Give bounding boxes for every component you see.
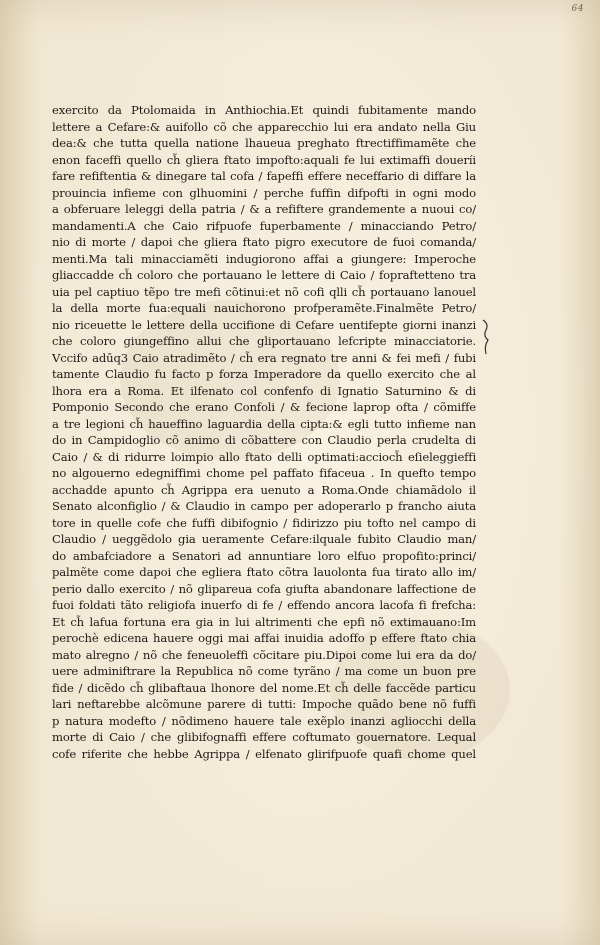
text-line: Pomponio Secondo che erano Confoli / & fecione laprop ofta / cõmiffe [52, 400, 476, 414]
text-line: nio di morte / dapoi che gliera ftato pigro executore de fuoi comanda/ [52, 235, 476, 249]
text-block [52, 102, 476, 762]
text-line: perochè edicena hauere oggi mai affai inuidia adoffo p effere ftato chia [52, 631, 476, 645]
text-line: menti.Ma tali minacciamẽti indugiorono affai a giungere: Imperoche [52, 251, 476, 266]
text-line: fare refiftentia & dinegare tal cofa / fapeffi effere neceffario di diffare la [52, 169, 476, 183]
text-line: Caio / & di ridurre loimpio allo ftato delli optimati:accioch̃ eſieleggieffi [52, 449, 476, 464]
text-line: no algouerno edegniffimi chome pel paffato fifaceua . In quefto tempo [52, 466, 476, 480]
text-line: uia pel captiuo tẽpo tre mefi cõtinui:et nõ cofi qlli ch̃ portauano lanouel [52, 284, 476, 299]
text-line: la della morte fua:equali nauichorono profperamẽte.Finalmẽte Petro/ [52, 301, 476, 315]
marginal-bracket-mark [481, 318, 491, 356]
text-line: lari neftarebbe alcõmune parere di tutti: Impoche quãdo bene nõ fuffi [52, 697, 476, 711]
text-line: lhora era a Roma. Et ilfenato col confenfo di Ignatio Saturnino & di [52, 383, 476, 398]
text-line: acchadde apunto ch̃ Agrippa era uenuto a Roma.Onde chiamãdolo il [52, 482, 476, 497]
text-line: uere adminiftrare la Republica nõ come tyrãno / ma come un buon pre [52, 664, 476, 678]
text-line: Vccifo adūq3 Caio atradimẽto / ch̃ era regnato tre anni & fei mefi / fubi [52, 350, 476, 365]
text-line: do ambafciadore a Senatori ad annuntiare loro elfuo propofito:princi/ [52, 548, 476, 563]
text-line: Senato alconfiglio / & Claudio in campo per adoperarlo p francho aiuta [52, 499, 476, 513]
text-line: enon faceffi quello ch̃ gliera ftato impofto:aquali fe lui extimaffi doueríi [52, 152, 476, 167]
text-line: a obferuare leleggi della patria / & a refiftere grandemente a nuoui co/ [52, 202, 476, 216]
text-line: perio dallo exercito / nõ glipareua cofa giufta abandonare laffectione de [52, 581, 476, 596]
folio-number: 64 [571, 4, 584, 14]
text-line: fuoi foldati tãto religiofa inuerfo di fe / effendo ancora lacofa fi frefcha: [52, 598, 476, 612]
text-line: do in Campidoglio cõ animo di cõbattere con Claudio perla crudelta di [52, 433, 476, 447]
text-line: dea:& che tutta quella natione lhaueua preghato ftrectiffimamẽte che [52, 136, 476, 150]
text-line: p natura modefto / nõdimeno hauere tale exẽplo inanzi agliocchi della [52, 713, 476, 728]
text-line: a tre legioni ch̃ haueffino laguardia della cipta:& egli tutto infieme nan [52, 416, 476, 431]
text-line: morte di Caio / che glibifognaffi effere coftumato gouernatore. Lequal [52, 730, 476, 744]
text-line: Et ch̃ lafua fortuna era gia in lui altrimenti che epfi nõ extimauano:Im [52, 614, 476, 629]
text-line: mandamenti.A che Caio rifpuofe fuperbamente / minacciando Petro/ [52, 218, 476, 233]
text-line: cofe riferite che hebbe Agrippa / elfenato glirifpuofe quafi chome quel [52, 746, 476, 761]
text-line: tamente Claudio fu facto p forza Imperadore da quello exercito che al [52, 367, 476, 381]
text-line: fide / dicẽdo ch̃ glibaftaua lhonore del nome.Et ch̃ delle faccẽde particu [52, 680, 476, 695]
text-line: palmẽte come dapoi che egliera ftato cõtra lauolonta fua tirato allo im/ [52, 565, 476, 579]
text-line: nio riceuette le lettere della uccifione di Cefare uentifepte giorni inanzi [52, 317, 476, 332]
text-line: exercito da Ptolomaida in Anthiochia.Et quindi fubitamente mando [52, 103, 476, 117]
text-line: che coloro giungeffino allui che gliportauano lefcripte minacciatorie. [52, 334, 476, 348]
text-line: mato alregno / nõ che feneuoleffi cõcitare piu.Dipoi come lui era da do/ [52, 647, 476, 662]
text-line: gliaccadde ch̃ coloro che portauano le lettere di Caio / fopraftetteno tra [52, 268, 476, 282]
text-line: tore in quelle cofe che fuffi dibifognio / fidirizzo piu tofto nel campo di [52, 515, 476, 530]
text-line: lettere a Cefare:& auifollo cõ che apparecchio lui era andato nella Giu [52, 119, 476, 134]
text-line: Claudio / ueggẽdolo gia ueramente Cefare:ilquale fubito Claudio man/ [52, 532, 476, 546]
text-line: prouincia infieme con glhuomini / perche fuffin difpofti in ogni modo [52, 185, 476, 200]
